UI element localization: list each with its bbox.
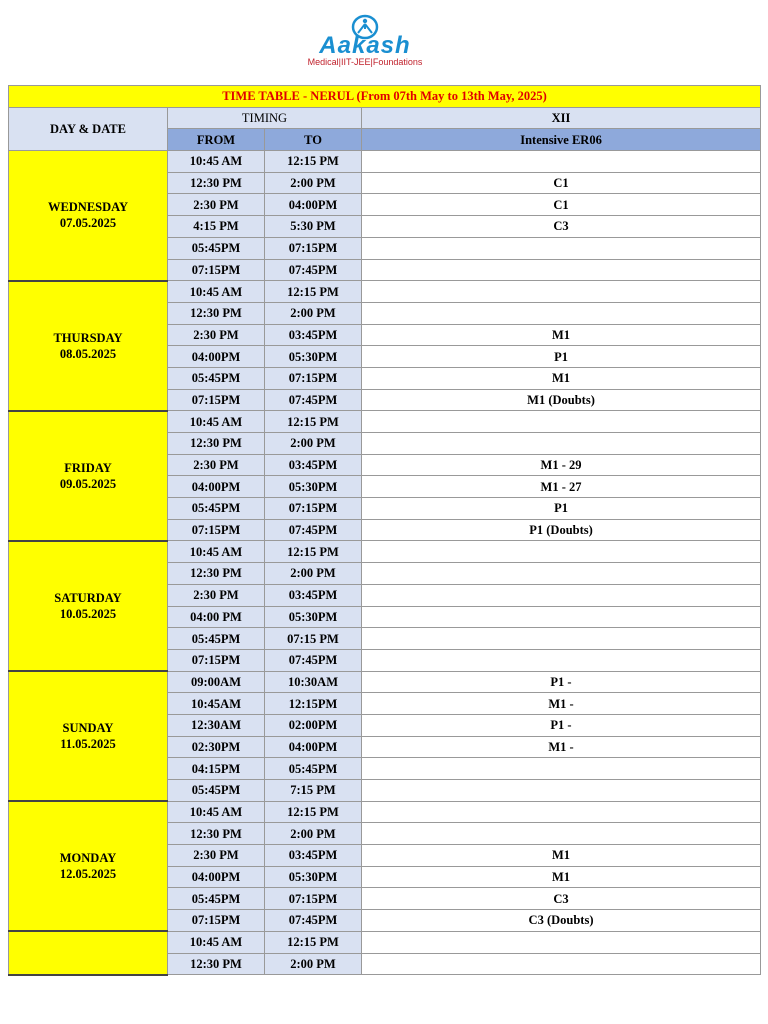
slot-subject	[362, 433, 761, 455]
day-date: 08.05.2025	[59, 346, 117, 361]
brand-name: Aakash	[319, 32, 411, 59]
header-row	[9, 107, 761, 129]
slot-subject	[362, 628, 761, 650]
brand-logo	[0, 0, 768, 84]
slot-from: 12:30 PM	[168, 823, 265, 845]
slot-from: 10:45 AM	[168, 541, 265, 563]
slot-from: 09:00AM	[168, 671, 265, 693]
slot-to: 10:30AM	[265, 671, 362, 693]
day-cell	[9, 411, 168, 541]
slot-subject	[362, 237, 761, 259]
slot-to: 07:45PM	[265, 519, 362, 541]
slot-to: 12:15 PM	[265, 281, 362, 303]
slot-to: 02:00PM	[265, 714, 362, 736]
slot-from: 12:30AM	[168, 714, 265, 736]
slot-from: 07:15PM	[168, 389, 265, 411]
slot-to: 05:30PM	[265, 866, 362, 888]
slot-from: 05:45PM	[168, 628, 265, 650]
slot-subject	[362, 649, 761, 671]
slot-subject	[362, 541, 761, 563]
slot-to: 07:15PM	[265, 498, 362, 520]
slot-from: 2:30 PM	[168, 194, 265, 216]
slot-from: 12:30 PM	[168, 953, 265, 975]
slot-row	[9, 671, 761, 693]
slot-subject	[362, 281, 761, 303]
slot-to: 2:00 PM	[265, 302, 362, 324]
slot-subject: P1 (Doubts)	[362, 519, 761, 541]
slot-from: 05:45PM	[168, 237, 265, 259]
slot-to: 07:15PM	[265, 367, 362, 389]
slot-from: 04:00 PM	[168, 606, 265, 628]
slot-subject: M1	[362, 845, 761, 867]
day-cell	[9, 801, 168, 931]
day-cell	[9, 931, 168, 974]
slot-subject: M1 (Doubts)	[362, 389, 761, 411]
slot-row	[9, 541, 761, 563]
slot-to: 12:15PM	[265, 693, 362, 715]
day-date: 07.05.2025	[59, 216, 117, 231]
slot-subject: P1 -	[362, 714, 761, 736]
slot-subject	[362, 563, 761, 585]
slot-to: 2:00 PM	[265, 433, 362, 455]
slot-subject: C3 (Doubts)	[362, 910, 761, 932]
slot-to: 2:00 PM	[265, 172, 362, 194]
slot-from: 04:00PM	[168, 476, 265, 498]
slot-subject: C1	[362, 172, 761, 194]
slot-from: 10:45AM	[168, 693, 265, 715]
slot-row	[9, 801, 761, 823]
day-name: THURSDAY	[53, 330, 123, 345]
slot-from: 05:45PM	[168, 498, 265, 520]
slot-row	[9, 411, 761, 433]
slot-from: 07:15PM	[168, 519, 265, 541]
slot-subject	[362, 151, 761, 173]
slot-to: 07:45PM	[265, 649, 362, 671]
day-name: SUNDAY	[62, 721, 114, 736]
day-cell	[9, 151, 168, 281]
slot-to: 12:15 PM	[265, 801, 362, 823]
slot-subject: C1	[362, 194, 761, 216]
slot-subject: M1	[362, 367, 761, 389]
day-cell	[9, 541, 168, 671]
slot-to: 2:00 PM	[265, 953, 362, 975]
slot-to: 05:30PM	[265, 606, 362, 628]
slot-from: 07:15PM	[168, 259, 265, 281]
slot-subject: M1 -	[362, 693, 761, 715]
slot-subject: P1	[362, 346, 761, 368]
slot-to: 12:15 PM	[265, 931, 362, 953]
slot-row	[9, 281, 761, 303]
slot-to: 07:15PM	[265, 237, 362, 259]
slot-subject	[362, 931, 761, 953]
slot-to: 04:00PM	[265, 736, 362, 758]
slot-to: 05:45PM	[265, 758, 362, 780]
slot-to: 12:15 PM	[265, 541, 362, 563]
slot-row	[9, 931, 761, 953]
brand-tagline: Medical|IIT-JEE|Foundations	[307, 57, 423, 67]
slot-from: 02:30PM	[168, 736, 265, 758]
slot-to: 12:15 PM	[265, 151, 362, 173]
timetable-title: TIME TABLE - NERUL (From 07th May to 13th May, 2025)	[9, 86, 761, 108]
day-date: 11.05.2025	[60, 737, 116, 752]
slot-to: 03:45PM	[265, 454, 362, 476]
slot-from: 2:30 PM	[168, 584, 265, 606]
header-timing: TIMING	[168, 107, 362, 129]
slot-from: 2:30 PM	[168, 454, 265, 476]
slot-from: 4:15 PM	[168, 216, 265, 238]
slot-subject: P1 -	[362, 671, 761, 693]
slot-from: 12:30 PM	[168, 302, 265, 324]
slot-from: 10:45 AM	[168, 931, 265, 953]
slot-subject	[362, 411, 761, 433]
slot-subject: C3	[362, 216, 761, 238]
slot-subject: C3	[362, 888, 761, 910]
slot-subject: P1	[362, 498, 761, 520]
day-date: 12.05.2025	[59, 867, 117, 882]
slot-from: 10:45 AM	[168, 281, 265, 303]
slot-subject	[362, 584, 761, 606]
slot-to: 5:30 PM	[265, 216, 362, 238]
header-day-date: DAY & DATE	[9, 107, 168, 150]
slot-to: 2:00 PM	[265, 823, 362, 845]
slot-from: 05:45PM	[168, 780, 265, 802]
slot-from: 04:15PM	[168, 758, 265, 780]
slot-subject	[362, 302, 761, 324]
slot-subject	[362, 758, 761, 780]
slot-from: 04:00PM	[168, 866, 265, 888]
slot-from: 07:15PM	[168, 910, 265, 932]
slot-to: 7:15 PM	[265, 780, 362, 802]
timetable	[8, 85, 761, 976]
slot-to: 03:45PM	[265, 324, 362, 346]
slot-from: 12:30 PM	[168, 563, 265, 585]
slot-to: 04:00PM	[265, 194, 362, 216]
slot-subject	[362, 780, 761, 802]
slot-subject	[362, 801, 761, 823]
header-batch: Intensive ER06	[362, 129, 761, 151]
slot-from: 10:45 AM	[168, 411, 265, 433]
slot-to: 05:30PM	[265, 346, 362, 368]
day-date: 10.05.2025	[59, 607, 117, 621]
day-name: WEDNESDAY	[47, 200, 129, 215]
slot-from: 2:30 PM	[168, 324, 265, 346]
slot-subject: M1	[362, 866, 761, 888]
day-date: 09.05.2025	[59, 476, 117, 491]
slot-to: 07:45PM	[265, 259, 362, 281]
slot-subject	[362, 823, 761, 845]
slot-from: 10:45 AM	[168, 151, 265, 173]
slot-to: 12:15 PM	[265, 411, 362, 433]
day-name: MONDAY	[59, 851, 117, 866]
slot-row	[9, 151, 761, 173]
day-name: SATURDAY	[54, 591, 122, 605]
day-cell	[9, 281, 168, 411]
slot-subject: M1 - 29	[362, 454, 761, 476]
slot-to: 03:45PM	[265, 845, 362, 867]
header-to: TO	[265, 129, 362, 151]
slot-to: 07:15PM	[265, 888, 362, 910]
slot-to: 03:45PM	[265, 584, 362, 606]
slot-to: 07:15 PM	[265, 628, 362, 650]
header-class: XII	[362, 107, 761, 129]
slot-subject	[362, 606, 761, 628]
slot-subject: M1 - 27	[362, 476, 761, 498]
slot-subject	[362, 259, 761, 281]
slot-from: 12:30 PM	[168, 172, 265, 194]
slot-from: 04:00PM	[168, 346, 265, 368]
title-row	[9, 86, 761, 108]
day-name: FRIDAY	[64, 460, 112, 475]
slot-from: 05:45PM	[168, 367, 265, 389]
header-from: FROM	[168, 129, 265, 151]
slot-to: 05:30PM	[265, 476, 362, 498]
slot-to: 07:45PM	[265, 389, 362, 411]
slot-to: 2:00 PM	[265, 563, 362, 585]
slot-from: 2:30 PM	[168, 845, 265, 867]
slot-from: 12:30 PM	[168, 433, 265, 455]
day-cell	[9, 671, 168, 801]
slot-from: 05:45PM	[168, 888, 265, 910]
slot-subject: M1 -	[362, 736, 761, 758]
slot-subject	[362, 953, 761, 975]
slot-to: 07:45PM	[265, 910, 362, 932]
slot-from: 10:45 AM	[168, 801, 265, 823]
slot-subject: M1	[362, 324, 761, 346]
slot-from: 07:15PM	[168, 649, 265, 671]
